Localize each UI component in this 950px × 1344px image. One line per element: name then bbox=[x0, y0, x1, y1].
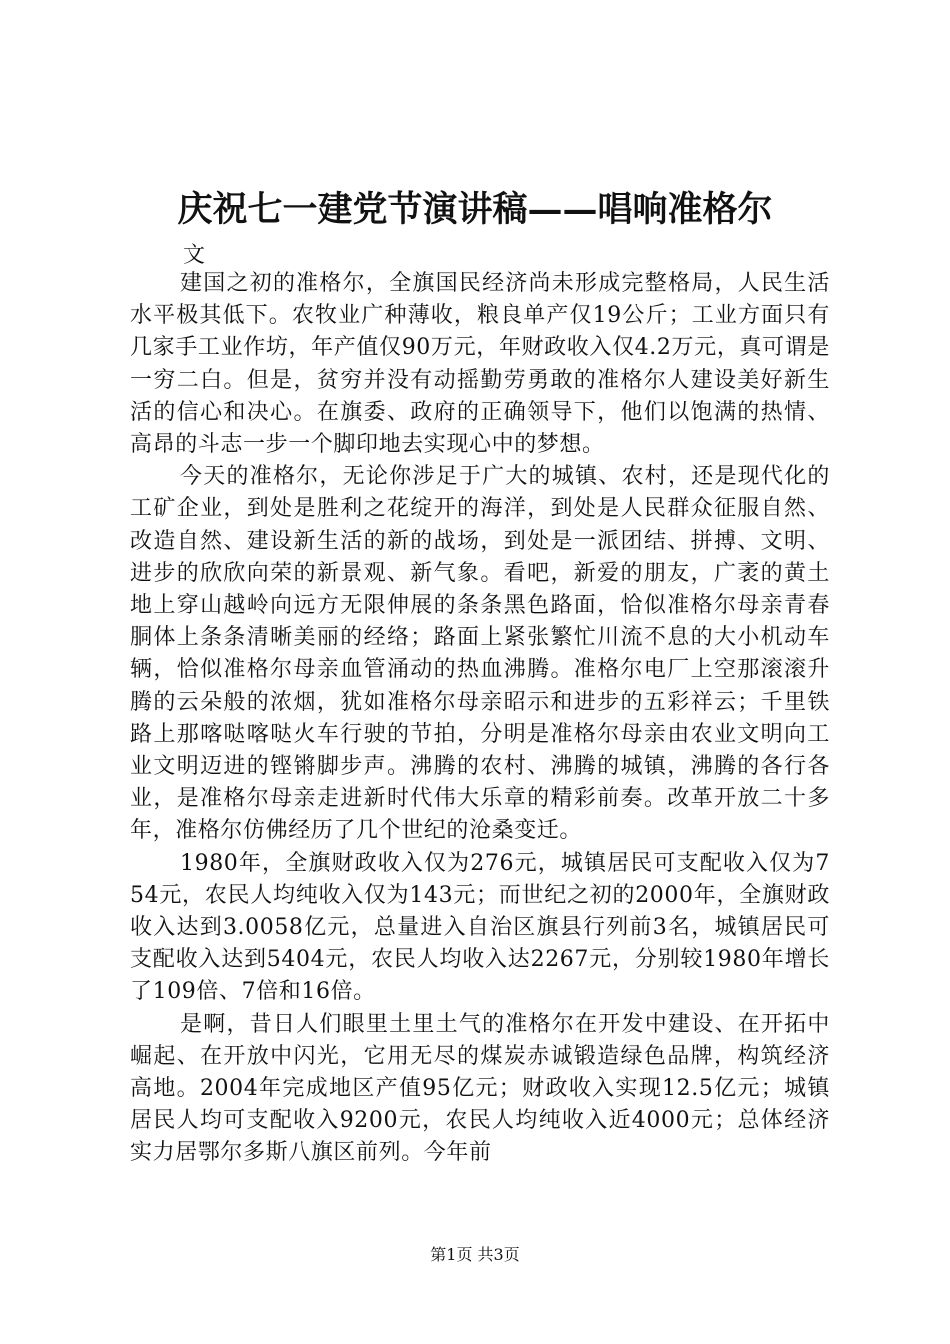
author-label: 文 bbox=[183, 243, 206, 268]
paragraph: 建国之初的准格尔，全旗国民经济尚未形成完整格局，人民生活水平极其低下。农牧业广种薄收，粮良单产仅19公斤；工业方面只有几家手工业作坊，年产值仅90万元，年财政收入仅4.2万元，真可谓是一穷二白。但是，贫穷并没有动摇勤劳勇敢的准格尔人建设美好新生活的信心和决心。在旗委、政府的正确领导下，他们以饱满的热情、高昂的斗志一步一个脚印地去实现心中的梦想。 bbox=[130, 271, 830, 458]
paragraph: 1980年，全旗财政收入仅为276元，城镇居民可支配收入仅为754元，农民人均纯收入仅为143元；而世纪之初的2000年，全旗财政收入达到3.0058亿元，总量进入自治区旗县行列前3名，城镇居民可支配收入达到5404元，农民人均收入达2267元，分别较1980年增长了109倍、7倍和16倍。 bbox=[130, 850, 830, 1005]
page-footer: 第1页 共3页 bbox=[430, 1245, 520, 1264]
paragraph: 是啊，昔日人们眼里土里土气的准格尔在开发中建设、在开拓中崛起、在开放中闪光，它用无尽的煤炭赤诚锻造绿色品牌，构筑经济高地。2004年完成地区产值95亿元；财政收入实现12.5亿元；城镇居民人均可支配收入9200元，农民人均纯收入近4000元；总体经济实力居鄂尔多斯八旗区前列。今年前 bbox=[130, 1011, 830, 1166]
paragraph: 今天的准格尔，无论你涉足于广大的城镇、农村，还是现代化的工矿企业，到处是胜利之花绽开的海洋，到处是人民群众征服自然、改造自然、建设新生活的新的战场，到处是一派团结、拼搏、文明、进步的欣欣向荣的新景观、新气象。看吧，新爱的朋友，广袤的黄土地上穿山越岭向远方无限伸展的条条黑色路面，恰似准格尔母亲青春胴体上条条清晰美丽的经络；路面上紧张繁忙川流不息的大小机动车辆，恰似准格尔母亲血管涌动的热血沸腾。准格尔电厂上空那滚滚升腾的云朵般的浓烟，犹如准格尔母亲昭示和进步的五彩祥云；千里铁路上那喀哒喀哒火车行驶的节拍，分明是准格尔母亲由农业文明向工业文明迈进的铿锵脚步声。沸腾的农村、沸腾的城镇，沸腾的各行各业，是准格尔母亲走进新时代伟大乐章的精彩前奏。改革开放二十多年，准格尔仿佛经历了几个世纪的沧桑变迁。 bbox=[130, 464, 830, 844]
document-title: 庆祝七一建党节演讲稿——唱响准格尔 bbox=[177, 189, 773, 230]
document-body bbox=[130, 268, 830, 1170]
